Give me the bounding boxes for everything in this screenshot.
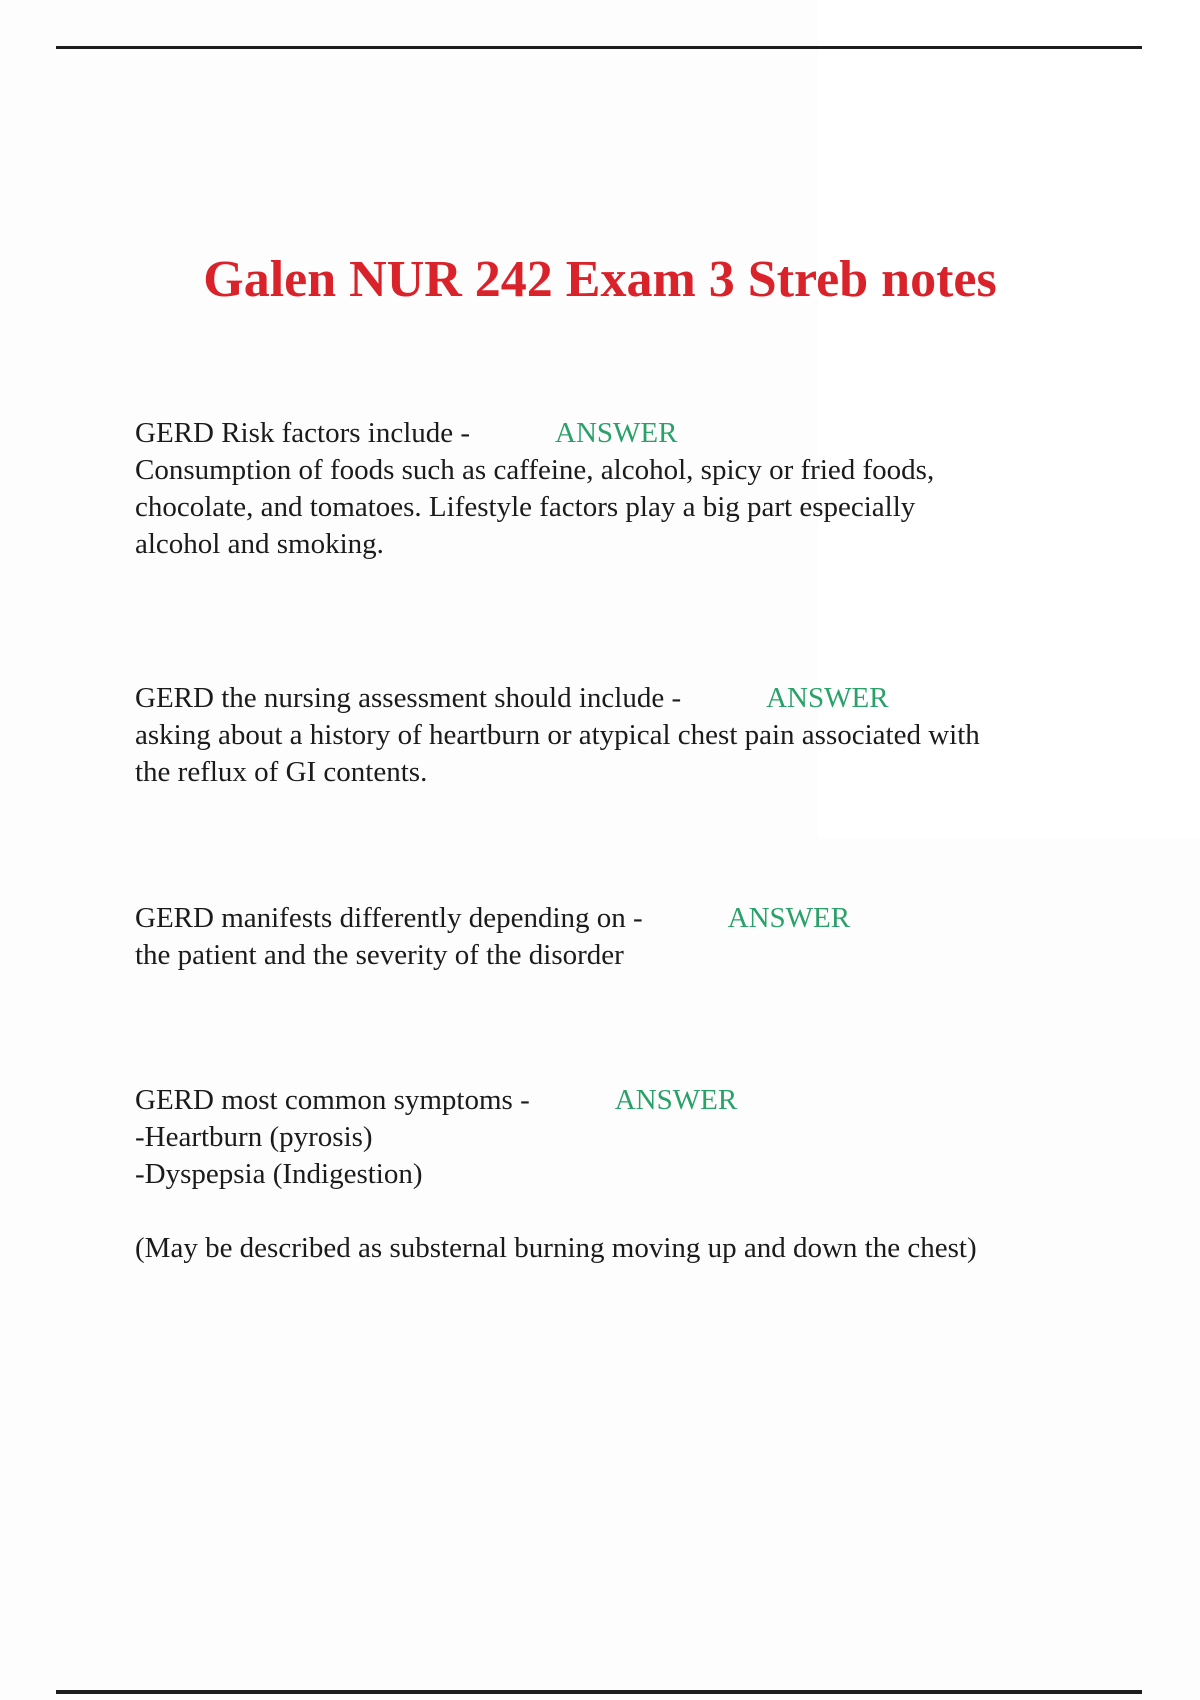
bottom-rule xyxy=(56,1690,1142,1694)
question-text: GERD most common symptoms - xyxy=(135,1084,530,1116)
notes-content xyxy=(135,415,1120,1267)
answer-label: ANSWER xyxy=(614,1084,738,1116)
top-rule xyxy=(56,46,1142,49)
question-line xyxy=(135,680,1120,717)
answer-label: ANSWER xyxy=(766,682,889,714)
question-text: GERD manifests differently depending on - xyxy=(135,902,643,934)
answer-line: chocolate, and tomatoes. Lifestyle factors play a big part especially xyxy=(135,491,916,523)
question-text: GERD Risk factors include - xyxy=(135,417,471,449)
answer-label: ANSWER xyxy=(555,417,678,449)
answer-line: Consumption of foods such as caffeine, alcohol, spicy or fried foods, xyxy=(135,454,935,486)
answer-line: -Heartburn (pyrosis) xyxy=(135,1121,373,1153)
note-line: (May be described as substernal burning moving up and down the chest) xyxy=(135,1232,977,1264)
qa-block xyxy=(135,415,1120,563)
qa-block xyxy=(135,1082,1120,1193)
answer-line: -Dyspepsia (Indigestion) xyxy=(135,1158,423,1190)
answer-line: the patient and the severity of the disorder xyxy=(135,939,624,971)
answer-line: asking about a history of heartburn or atypical chest pain associated with xyxy=(135,719,980,751)
question-line xyxy=(135,900,1120,937)
page-title: Galen NUR 242 Exam 3 Streb notes xyxy=(203,251,997,308)
answer-label: ANSWER xyxy=(727,902,851,934)
qa-block xyxy=(135,900,1120,974)
question-text: GERD the nursing assessment should include - xyxy=(135,682,682,714)
question-line xyxy=(135,415,1120,452)
question-line xyxy=(135,1082,1120,1119)
qa-block xyxy=(135,680,1120,791)
answer-line: alcohol and smoking. xyxy=(135,528,384,560)
answer-line: the reflux of GI contents. xyxy=(135,756,428,788)
